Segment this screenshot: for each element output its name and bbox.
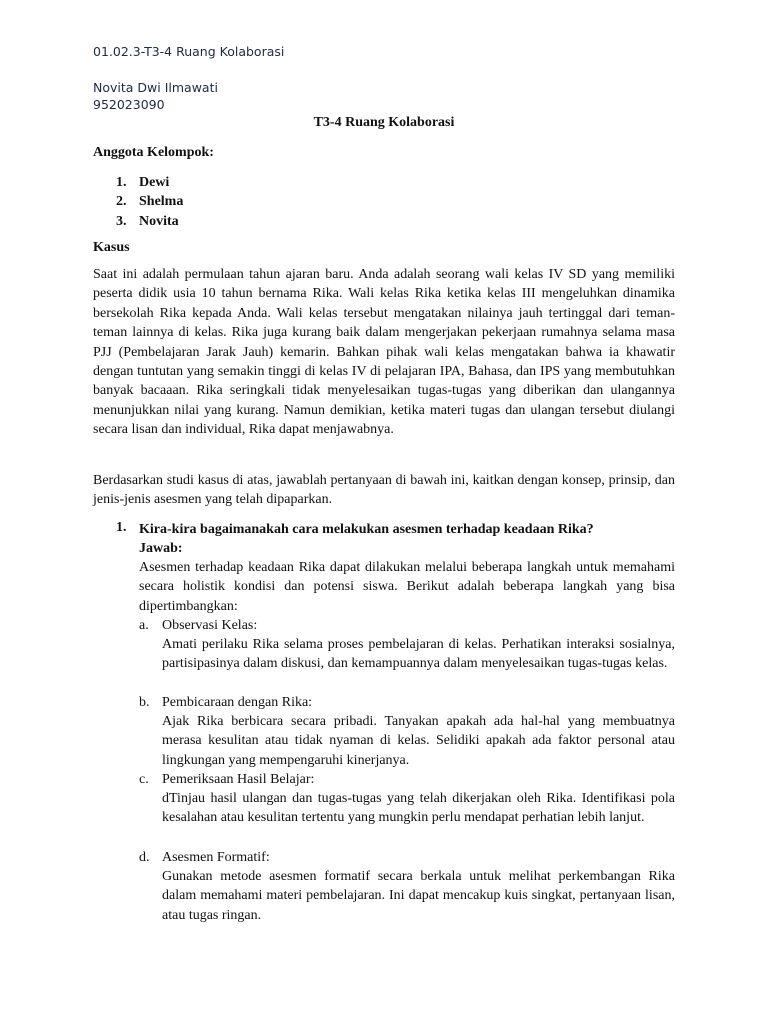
item-body: Ajak Rika berbicara secara pribadi. Tanyakan apakah ada hal-hal yang membuatnya merasa kesulitan atau tidak nyaman di kelas. Selidiki apakah ada faktor personal atau lingkungan yang mempengaruhi kinerjanya. xyxy=(162,714,675,768)
document-code-title: 01.02.3-T3-4 Ruang Kolaborasi xyxy=(93,44,285,59)
question-number: 1. xyxy=(116,520,127,535)
item-marker: a. xyxy=(139,618,149,633)
member-name: Novita xyxy=(139,213,179,229)
item-marker: c. xyxy=(139,772,149,787)
list-item xyxy=(116,173,183,192)
author-name: Novita Dwi Ilmawati xyxy=(93,80,218,95)
document-title: T3-4 Ruang Kolaborasi xyxy=(313,115,455,130)
question-text: Kira-kira bagaimanakah cara melakukan asesmen terhadap keadaan Rika? xyxy=(139,522,594,537)
list-item xyxy=(116,212,183,231)
answer-label: Jawab: xyxy=(139,541,183,556)
item-title: Observasi Kelas: xyxy=(162,618,258,633)
list-item xyxy=(116,192,183,211)
list-number: 3. xyxy=(116,213,127,229)
member-name: Dewi xyxy=(139,175,170,190)
item-body: dTinjau hasil ulangan dan tugas-tugas yang telah dikerjakan oleh Rika. Identifikasi pola kesalahan atau kesulitan tertentu yang mungkin perlu mendapat perhatian lebih lanjut. xyxy=(162,791,675,826)
list-number: 1. xyxy=(116,175,127,190)
item-title: Pemeriksaan Hasil Belajar: xyxy=(162,772,315,787)
item-marker: d. xyxy=(139,850,150,865)
item-title: Pembicaraan dengan Rika: xyxy=(162,695,313,710)
case-paragraph: Saat ini adalah permulaan tahun ajaran baru. Anda adalah seorang wali kelas IV SD yang memiliki peserta didik usia 10 tahun bernama Rika. Wali kelas Rika ketika kelas III mengeluhkan dinamika bersekolah Rika kepada Anda. Wali kelas tersebut mengatakan nilainya jauh tertinggal dari teman-teman lainnya di kelas. Rika juga kurang baik dalam mengerjakan pekerjaan rumahnya selama masa PJJ (Pembelajaran Jarak Jauh) kemarin. Bahkan pihak wali kelas mengatakan bahwa ia khawatir dengan tuntutan yang semakin tinggi di kelas IV di pelajaran IPA, Bahasa, dan IPS yang membutuhkan banyak bacaaan. Rika seringkali tidak menyelesaikan tugas-tugas yang diberikan dan ulangannya menunjukkan nilai yang kurang. Namun demikian, ketika materi tugas dan ulangan tersebut diulangi secara lisan dan individual, Rika dapat menjawabnya. xyxy=(93,267,675,438)
item-marker: b. xyxy=(139,695,150,710)
instruction-paragraph: Berdasarkan studi kasus di atas, jawablah pertanyaan di bawah ini, kaitkan dengan konsep, prinsip, dan jenis-jenis asesmen yang telah dipaparkan. xyxy=(93,473,675,508)
case-heading: Kasus xyxy=(93,240,130,255)
item-body: Amati perilaku Rika selama proses pembelajaran di kelas. Perhatikan interaksi sosialnya, partisipasinya dalam diskusi, dan kemampuannya dalam menyelesaikan tugas-tugas kelas. xyxy=(162,637,675,672)
member-name: Shelma xyxy=(139,194,184,210)
list-number: 2. xyxy=(116,194,127,210)
member-list xyxy=(116,173,183,231)
item-title: Asesmen Formatif: xyxy=(162,850,270,865)
student-id: 952023090 xyxy=(93,97,165,112)
answer-intro: Asesmen terhadap keadaan Rika dapat dilakukan melalui beberapa langkah untuk memahami secara holistik kondisi dan potensi siswa. Berikut adalah beberapa langkah yang bisa dipertimbangkan: xyxy=(139,560,675,614)
item-body: Gunakan metode asesmen formatif secara berkala untuk melihat perkembangan Rika dalam memahami materi pembelajaran. Ini dapat mencakup kuis singkat, pertanyaan lisan, atau tugas ringan. xyxy=(162,869,675,923)
group-heading: Anggota Kelompok: xyxy=(93,145,214,160)
